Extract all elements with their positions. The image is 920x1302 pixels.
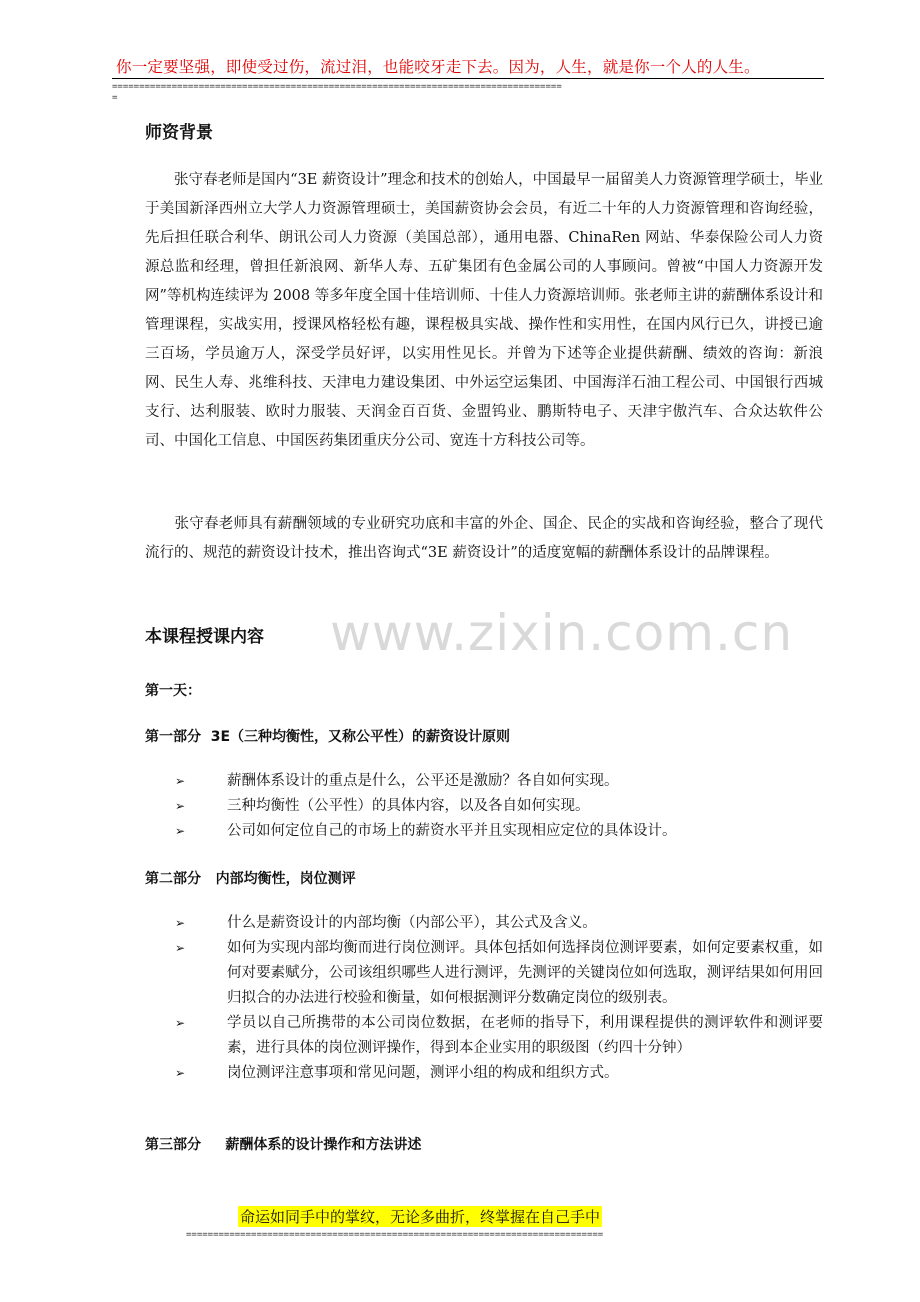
footer-quote: 命运如同手中的掌纹，无论多曲折，终掌握在自己手中 bbox=[240, 1208, 601, 1226]
part-two-list bbox=[175, 911, 823, 1086]
section-title-background: 师资背景 bbox=[145, 123, 213, 143]
list-item: ➢ 薪酬体系设计的重点是什么，公平还是激励？各自如何实现。 bbox=[175, 769, 823, 794]
background-paragraph-2: 张守春老师具有薪酬领域的专业研究功底和丰富的外企、国企、民企的实战和咨询经验，整合了现代流行的、规范的薪资设计技术，推出咨询式“3E 薪资设计”的适度宽幅的薪酬体系设计的品牌课程。 bbox=[145, 516, 823, 561]
arrow-bullet-icon: ➢ bbox=[175, 824, 186, 838]
list-item: ➢ 三种均衡性（公平性）的具体内容，以及各自如何实现。 bbox=[175, 794, 823, 819]
part-two-heading: 第二部分 内部均衡性，岗位测评 bbox=[145, 871, 356, 887]
header-rule bbox=[112, 78, 824, 79]
part-three-heading: 第三部分 薪酬体系的设计操作和方法讲述 bbox=[145, 1137, 422, 1153]
arrow-bullet-icon: ➢ bbox=[175, 1016, 186, 1030]
arrow-bullet-icon: ➢ bbox=[175, 941, 186, 955]
list-item: ➢ 如何为实现内部均衡而进行岗位测评。具体包括如何选择岗位测评要素，如何定要素权重，如何对要素赋分，公司该组织哪些人进行测评，先测评的关键岗位如何选取，测评结果如何用回归拟合的办法进行校验和衡量，如何根据测评分数确定岗位的级别表。 bbox=[175, 936, 823, 1011]
list-item: ➢ 岗位测评注意事项和常见问题，测评小组的构成和组织方式。 bbox=[175, 1061, 823, 1086]
background-paragraph-1: 张守春老师是国内“3E 薪资设计”理念和技术的创始人，中国最早一届留美人力资源管理学硕士，毕业于美国新泽西州立大学人力资源管理硕士，美国薪资协会会员，有近二十年的人力资源管理和咨询经验，先后担任联合利华、朗讯公司人力资源（美国总部），通用电器、ChinaRen 网站、华泰保险公司人力资源总监和经理，曾担任新浪网、新华人寿、五矿集团有色金属公司的人事顾问。曾被“中国人力资源开发网”等机构连续评为 2008 等多年度全国十佳培训师、十佳人力资源培训师。张老师主讲的薪酬体系设计和管理课程，实战实用，授课风格轻松有趣，课程极具实战、操作性和实用性，在国内风行已久，讲授已逾三百场，学员逾万人，深受学员好评，以实用性见长。并曾为下述等企业提供薪酬、绩效的咨询：新浪网、民生人寿、兆维科技、天津电力建设集团、中外运空运集团、中国海洋石油工程公司、中国银行西城支行、达利服装、欧时力服装、天润金百百货、金盟钨业、鹏斯特电子、天津宇傲汽车、合众达软件公司、中国化工信息、中国医药集团重庆分公司、宽连十方科技公司等。 bbox=[145, 172, 823, 449]
header-quote: 你一定要坚强，即使受过伤，流过泪，也能咬牙走下去。因为，人生，就是你一个人的人生。 bbox=[116, 58, 760, 76]
arrow-bullet-icon: ➢ bbox=[175, 1066, 186, 1080]
list-item: ➢ 学员以自己所携带的本公司岗位数据，在老师的指导下，利用课程提供的测评软件和测评要素，进行具体的岗位测评操作，得到本企业实用的职级图（约四十分钟） bbox=[175, 1011, 823, 1061]
list-item: ➢ 什么是薪资设计的内部均衡（内部公平），其公式及含义。 bbox=[175, 911, 823, 936]
arrow-bullet-icon: ➢ bbox=[175, 774, 186, 788]
arrow-bullet-icon: ➢ bbox=[175, 916, 186, 930]
watermark: www.zixin.com.cn bbox=[330, 604, 794, 662]
arrow-bullet-icon: ➢ bbox=[175, 799, 186, 813]
section-title-course: 本课程授课内容 bbox=[145, 627, 264, 647]
day-one-heading: 第一天： bbox=[145, 683, 201, 699]
part-one-list bbox=[175, 769, 823, 844]
part-one-heading: 第一部分 3E（三种均衡性，又称公平性）的薪资设计原则 bbox=[145, 729, 511, 745]
list-item: ➢ 公司如何定位自己的市场上的薪资水平并且实现相应定位的具体设计。 bbox=[175, 819, 823, 844]
header-equals-line: =================================================================================== = bbox=[112, 82, 562, 103]
footer-equals-line: ============================================================================= bbox=[186, 1230, 604, 1240]
